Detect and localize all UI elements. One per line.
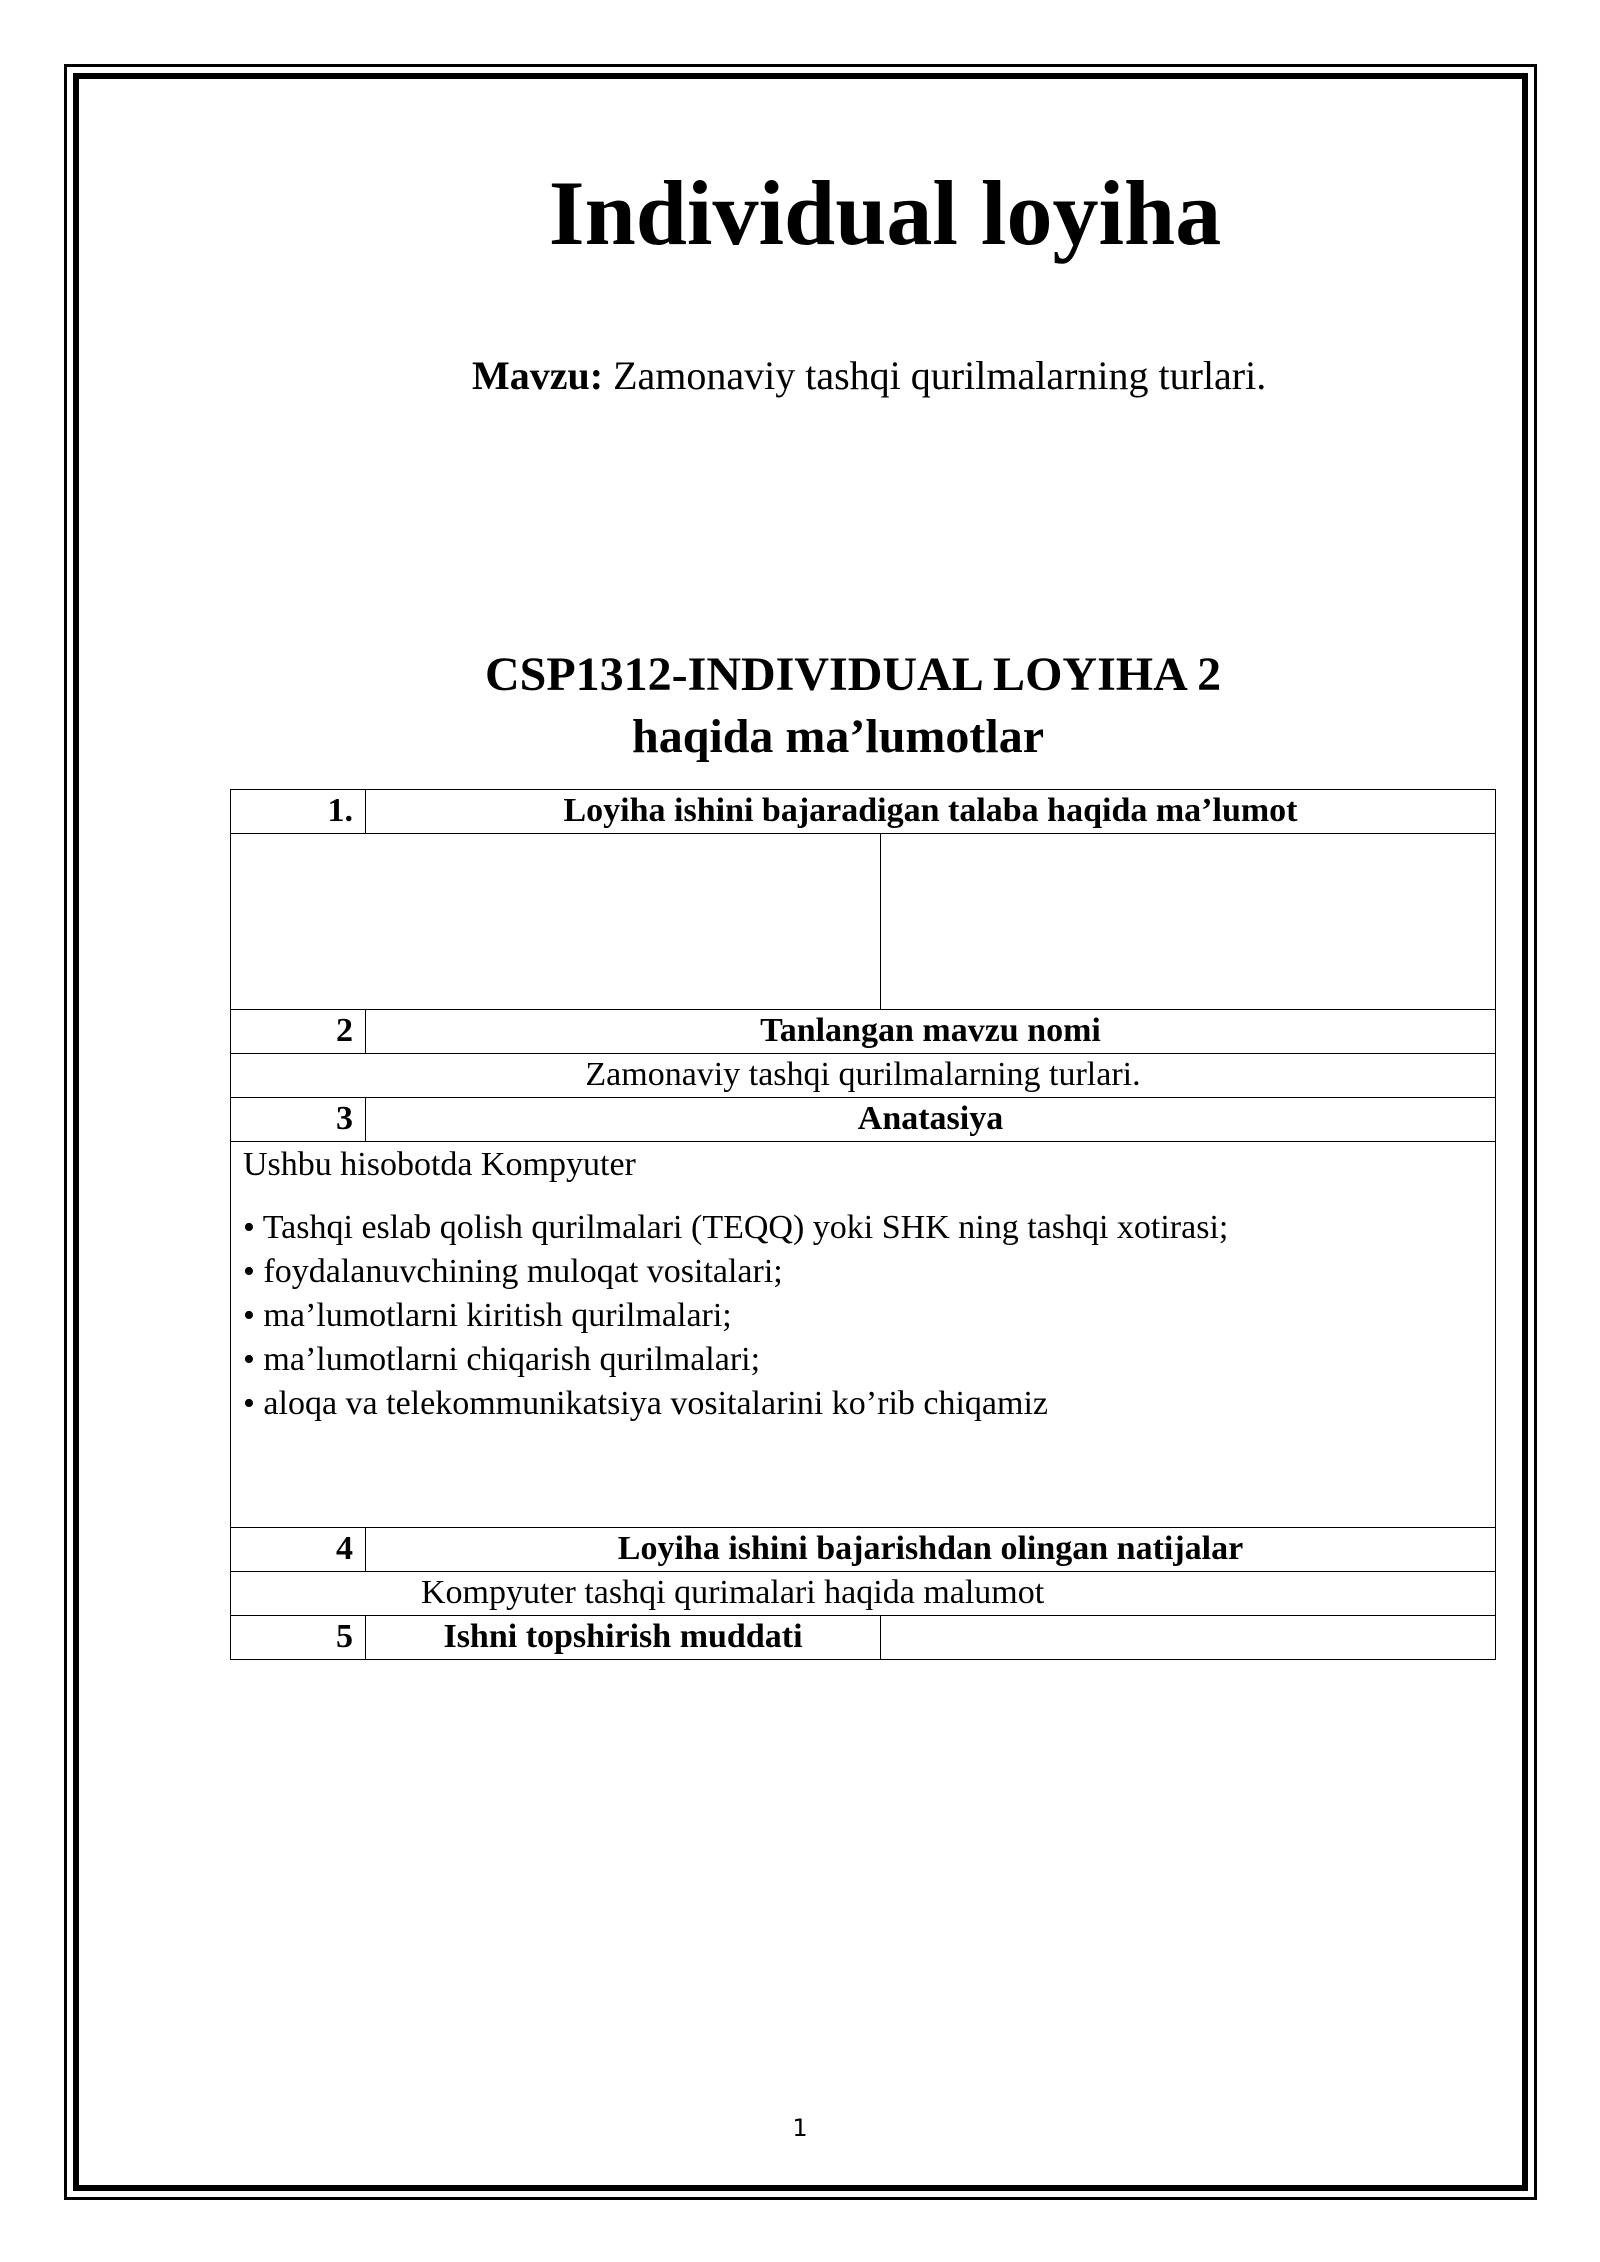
row-header: Loyiha ishini bajarishdan olingan natijalar	[366, 1528, 1496, 1572]
table-row	[231, 1572, 1496, 1616]
project-info-table	[230, 789, 1496, 1660]
table-row	[231, 1010, 1496, 1054]
table-row	[231, 1528, 1496, 1572]
row-number: 5	[231, 1616, 366, 1660]
deadline-value	[881, 1616, 1496, 1660]
results-value: Kompyuter tashqi qurimalari haqida malumot	[231, 1572, 1496, 1616]
list-item: • aloqa va telekommunikatsiya vositalarini ko’rib chiqamiz	[243, 1385, 1049, 1422]
row-header: Anatasiya	[366, 1098, 1496, 1142]
row-header: Ishni topshirish muddati	[366, 1616, 881, 1660]
topic-line	[472, 352, 1266, 400]
abstract-list	[243, 1206, 1483, 1426]
row-number: 1.	[231, 790, 366, 834]
topic-label: Mavzu:	[472, 353, 604, 398]
abstract-intro: Ushbu hisobotda Kompyuter	[243, 1146, 636, 1183]
list-item: • ma’lumotlarni chiqarish qurilmalari;	[243, 1341, 761, 1378]
row-number: 2	[231, 1010, 366, 1054]
student-info-left	[231, 834, 881, 1010]
table-row	[231, 1054, 1496, 1098]
list-item: • Tashqi eslab qolish qurilmalari (TEQQ) yoki SHK ning tashqi xotirasi;	[243, 1209, 1229, 1246]
student-info-right	[881, 834, 1496, 1010]
table-row	[231, 834, 1496, 1010]
list-item: • ma’lumotlarni kiritish qurilmalari;	[243, 1297, 732, 1334]
table-row	[231, 1142, 1496, 1528]
topic-name-value: Zamonaviy tashqi qurilmalarning turlari.	[231, 1054, 1496, 1098]
course-heading: CSP1312-INDIVIDUAL LOYIHA 2	[485, 648, 1222, 701]
row-header: Tanlangan mavzu nomi	[366, 1010, 1496, 1054]
row-header: Loyiha ishini bajaradigan talaba haqida ma’lumot	[366, 790, 1496, 834]
abstract-content	[231, 1142, 1496, 1528]
list-item: • foydalanuvchining muloqat vositalari;	[243, 1253, 783, 1290]
page-number: 1	[792, 2114, 808, 2142]
row-number: 4	[231, 1528, 366, 1572]
table-row	[231, 1098, 1496, 1142]
topic-text: Zamonaviy tashqi qurilmalarning turlari.	[613, 353, 1267, 398]
table-row	[231, 1616, 1496, 1660]
document-title: Individual loyiha	[548, 162, 1222, 264]
row-number: 3	[231, 1098, 366, 1142]
course-subheading: haqida ma’lumotlar	[632, 710, 1045, 763]
table-row	[231, 790, 1496, 834]
